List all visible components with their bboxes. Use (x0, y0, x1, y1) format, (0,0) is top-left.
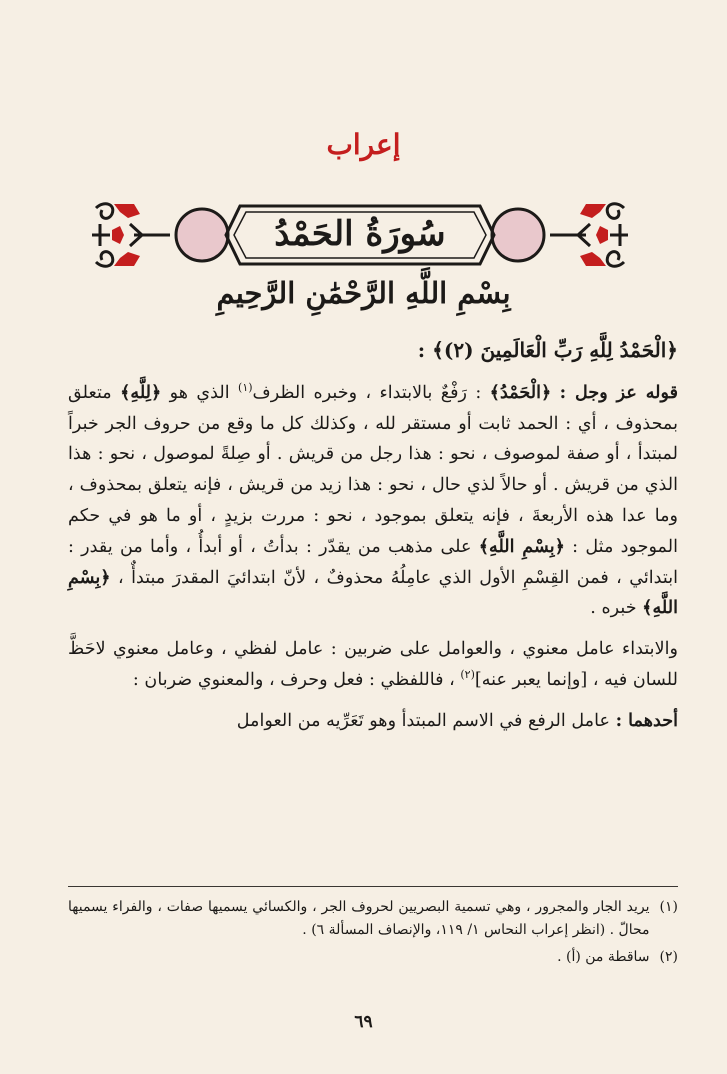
main-text (68, 335, 678, 737)
verse-number: (٢) (443, 338, 474, 362)
paragraph-text: خبره . (590, 598, 643, 619)
basmala: بِسْمِ اللَّهِ الرَّحْمَٰنِ الرَّحِيمِ (216, 276, 511, 310)
footnote-number: (٢) (659, 949, 678, 965)
paragraph-text: والابتداء عامل معنوي ، والعوامل على ضربين : عامل لفظي ، وعامل معنوي لاحَظَّ للسان فيه ، [وإنما يعبر عنه] (68, 639, 678, 690)
verse-bracket-close: ﴾ : (417, 338, 444, 362)
footnote-text: ساقطة من (أ) . (557, 949, 650, 965)
paragraph-lead: أحدهما : (615, 709, 678, 731)
quran-quote: ﴿بِسْمِ اللَّهِ﴾ (68, 566, 678, 619)
verse-text: الْحَمْدُ لِلَّهِ رَبِّ الْعَالَمِينَ (480, 338, 667, 362)
paragraph-text: الذي هو (161, 382, 239, 403)
paragraph-text: عامل الرفع في الاسم المبتدأ وهو تَعَرِّيه من العوامل (236, 710, 616, 731)
footnote (68, 896, 678, 942)
paragraph-3 (68, 706, 678, 737)
paragraph-text: : رَفْعٌ بالابتداء ، وخبره الظرف (252, 382, 490, 403)
quran-quote: ﴿بِسْمِ اللَّهِ﴾ (478, 535, 565, 557)
footnote-text: يريد الجار والمجرور ، وهي تسمية البصريين لحروف الجر ، والكسائي يسميها صفات ، والفراء يسميها محالّ . (انظر إعراب النحاس ١/ ١١٩، والإنصاف المسألة ٦) . (68, 899, 650, 938)
paragraph-text: على مذهب من يقدّر : بدأتُ ، أو أبدأُ ، وأما من يقدر : ابتدائي ، فمن القِسْمِ الأول الذي عامِلُهُ محذوفٌ ، لأنّ ابتدائيَ المقدرَ مبتدأٌ ، (68, 536, 678, 588)
footnotes (68, 896, 678, 973)
section-title: إعراب (326, 128, 401, 161)
paragraph-text: متعلق بمحذوف ، أي : الحمد ثابت أو مستقر لله ، وكذلك كل ما وقع من حروف الجر خبراً لمبتدأ ، أو صفة لموصوف ، نحو : هذا رجل من قريش . أو صِلةً لموصول ، نحو : هذا الذي من قريش . أو حالاً لذي حال ، نحو : هذا زيد من قريش ، فإنه يتعلق بمحذوف ، وما عدا هذه الأربعةَ ، فإنه يتعلق بموجود ، نحو : مررت بزيدٍ ، أو ما هو في حكم الموجود مثل : (68, 382, 678, 557)
paragraph-2 (68, 634, 678, 696)
footnote-number: (١) (659, 899, 678, 915)
surah-banner (90, 196, 630, 274)
verse-line (68, 335, 678, 366)
verse-bracket-open: ﴿ (666, 338, 678, 362)
paragraph-lead: قوله عز وجل : (559, 381, 679, 403)
quran-quote: ﴿الْحَمْدُ﴾ (489, 381, 552, 403)
paragraph-1 (68, 378, 678, 624)
footnote (68, 946, 678, 969)
paragraph-text: ، فاللفظي : فعل وحرف ، والمعنوي ضربان : (132, 669, 461, 690)
surah-name: سُورَةُ الحَمْدُ (274, 214, 446, 254)
page-number: ٦٩ (354, 1012, 373, 1032)
footnote-divider (68, 886, 678, 887)
footnote-ref: (١) (238, 380, 253, 394)
footnote-ref: (٢) (460, 668, 475, 682)
quran-quote: ﴿لِلَّهِ﴾ (120, 381, 162, 403)
